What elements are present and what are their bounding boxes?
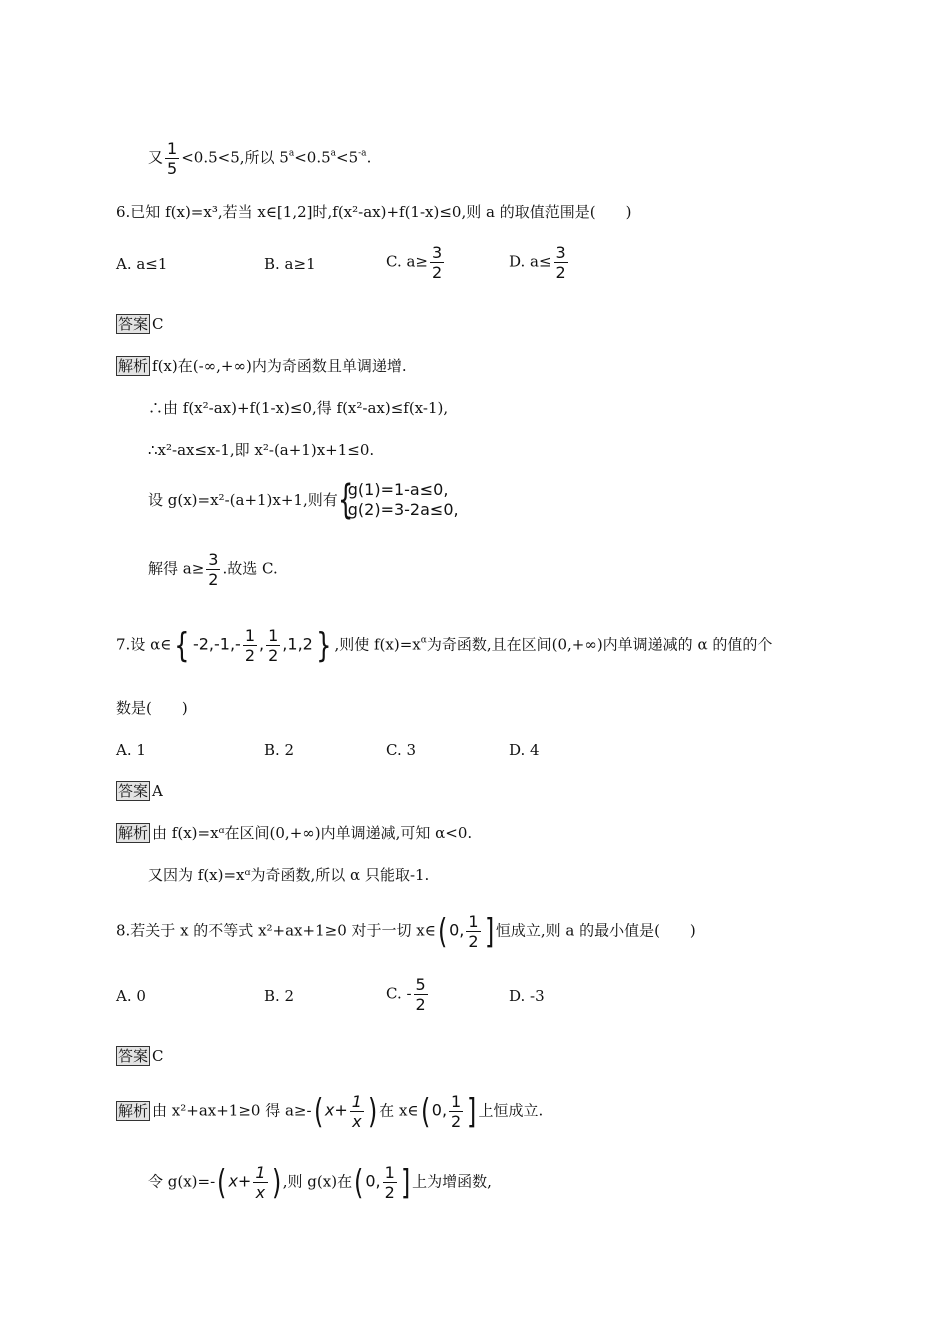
intro-text: <0.5<5,所以 5 (181, 148, 289, 167)
fraction-denominator: 5 (167, 159, 178, 178)
superscript: a (288, 148, 295, 159)
superscript: α (420, 635, 427, 646)
analysis-text: 设 g(x)=x²-(a+1)x+1,则有 (148, 491, 338, 509)
q8-option-c (386, 975, 430, 1014)
analysis-text: 上恒成立. (478, 1101, 544, 1120)
q8-analysis-2 (148, 1163, 492, 1202)
stem-text: 7.设 α∈ (116, 635, 172, 654)
q6-option-c (386, 243, 446, 282)
intro-prefix: 又 (148, 148, 164, 167)
right-brace-icon: } (316, 625, 332, 666)
analysis-text: 由 x²+ax+1≥0 得 a≥- (152, 1101, 312, 1120)
q7-option-a: A. 1 (116, 741, 146, 759)
fraction-numerator: 3 (555, 243, 566, 262)
q7-option-b: B. 2 (264, 741, 295, 759)
fraction-numerator: 1 (244, 626, 256, 645)
fraction (266, 626, 280, 665)
fraction-denominator: 2 (415, 995, 426, 1014)
fraction (449, 1092, 463, 1131)
expression-text: x+ (324, 1100, 348, 1120)
q8-option-b: B. 2 (264, 987, 295, 1005)
fraction (243, 626, 257, 665)
left-paren-icon: ( (354, 1162, 364, 1203)
fraction-numerator: 1 (351, 1092, 362, 1111)
q6-option-b: B. a≥1 (264, 255, 316, 273)
q6-analysis-1 (116, 355, 407, 377)
right-bracket-icon: ] (484, 911, 494, 952)
fraction (430, 243, 444, 282)
fraction-numerator: 5 (415, 975, 426, 994)
answer-tag: 答案 (118, 315, 149, 333)
q7-analysis-1 (116, 822, 472, 844)
q8-option-a: A. 0 (116, 987, 146, 1005)
fraction (414, 975, 428, 1014)
analysis-text: 在 x∈ (379, 1101, 419, 1120)
question-7-stem (116, 626, 772, 665)
q6-analysis-3: ∴x²-ax≤x-1,即 x²-(a+1)x+1≤0. (148, 441, 375, 459)
right-bracket-icon: ] (400, 1162, 411, 1203)
interval-start: 0, (431, 1100, 448, 1120)
fraction (554, 243, 568, 282)
fraction-denominator: 2 (432, 263, 443, 282)
q8-analysis-1 (116, 1092, 543, 1131)
intro-line (148, 139, 371, 178)
fraction (253, 1163, 267, 1202)
q7-answer (116, 780, 163, 802)
fraction-numerator: 1 (468, 912, 479, 931)
system-row: g(1)=1-a≤0, (347, 480, 449, 499)
fraction-denominator: 2 (451, 1112, 462, 1131)
analysis-text: 解得 a≥ (148, 559, 205, 578)
analysis-text: .故选 C. (222, 559, 278, 578)
right-paren-icon: ) (271, 1162, 281, 1203)
fraction (165, 139, 179, 178)
answer-value: C (152, 1047, 164, 1065)
fraction-denominator: x (255, 1183, 266, 1202)
analysis-text: ,则 g(x)在 (282, 1172, 353, 1191)
equation-system (337, 477, 459, 523)
option-text: C. - (386, 984, 412, 1003)
stem-text: 恒成立,则 a 的最小值是( ) (495, 921, 696, 940)
q6-analysis-4 (148, 477, 459, 523)
analysis-text: f(x)在(-∞,+∞)内为奇函数且单调递增. (152, 357, 407, 375)
right-paren-icon: ) (367, 1091, 378, 1132)
fraction-numerator: 1 (167, 139, 178, 158)
intro-text: <5 (336, 148, 359, 167)
interval-start: 0, (365, 1171, 381, 1191)
q6-option-d (509, 243, 570, 282)
q8-option-d: D. -3 (509, 987, 545, 1005)
intro-text: <0.5 (294, 148, 331, 167)
fraction-numerator: 1 (384, 1163, 395, 1182)
set-elements: -2,-1,- (192, 634, 241, 654)
fraction-numerator: 1 (255, 1163, 266, 1182)
analysis-text: 由 f(x)=xᵅ在区间(0,+∞)内单调递减,可知 α<0. (152, 824, 473, 842)
left-paren-icon: ( (437, 911, 448, 952)
fraction-numerator: 1 (451, 1092, 462, 1111)
fraction-denominator: x (352, 1112, 362, 1131)
left-brace-icon: { (337, 477, 354, 523)
question-7-stem-line2: 数是( ) (116, 699, 188, 717)
superscript: -a (358, 148, 367, 159)
q6-option-a: A. a≤1 (116, 255, 168, 273)
intro-text: . (366, 148, 372, 167)
left-paren-icon: ( (313, 1091, 323, 1132)
analysis-tag: 解析 (118, 1101, 149, 1120)
set-elements: ,1,2 (282, 634, 313, 654)
q6-answer (116, 313, 164, 335)
option-text: D. a≤ (509, 252, 552, 271)
fraction (350, 1092, 364, 1131)
q7-option-c: C. 3 (386, 741, 417, 759)
fraction (206, 550, 220, 589)
fraction (383, 1163, 397, 1202)
superscript: a (330, 148, 337, 159)
fraction-numerator: 1 (268, 626, 279, 645)
analysis-text: 上为增函数, (412, 1172, 492, 1191)
analysis-text: 令 g(x)=- (148, 1172, 216, 1191)
answer-value: C (152, 315, 164, 333)
fraction-denominator: 2 (555, 263, 566, 282)
question-8-stem (116, 912, 696, 951)
answer-value: A (152, 782, 163, 800)
q7-analysis-2: 又因为 f(x)=xᵅ为奇函数,所以 α 只能取-1. (148, 866, 430, 884)
fraction-denominator: 2 (268, 646, 279, 665)
left-paren-icon: ( (420, 1091, 430, 1132)
expression-text: x+ (228, 1171, 252, 1191)
interval-start: 0, (449, 920, 465, 940)
analysis-tag: 解析 (118, 824, 149, 842)
stem-text: 8.若关于 x 的不等式 x²+ax+1≥0 对于一切 x∈ (116, 921, 436, 940)
q6-analysis-2: ∴由 f(x²-ax)+f(1-x)≤0,得 f(x²-ax)≤f(x-1), (148, 399, 449, 417)
stem-text: ,则使 f(x)=x (334, 635, 421, 654)
left-brace-icon: { (174, 625, 190, 666)
fraction-denominator: 2 (208, 570, 219, 589)
fraction-denominator: 2 (244, 646, 256, 665)
fraction-numerator: 3 (208, 550, 219, 569)
comma: , (259, 634, 265, 654)
system-row: g(2)=3-2a≤0, (347, 500, 459, 519)
left-paren-icon: ( (217, 1162, 227, 1203)
stem-text: 为奇函数,且在区间(0,+∞)内单调递减的 α 的值的个 (426, 635, 773, 654)
q6-analysis-5 (148, 550, 278, 589)
fraction-numerator: 3 (432, 243, 443, 262)
answer-tag: 答案 (118, 1047, 149, 1065)
option-text: C. a≥ (386, 252, 428, 271)
question-6-stem: 6.已知 f(x)=x³,若当 x∈[1,2]时,f(x²-ax)+f(1-x)≤0,则 a 的取值范围是( ) (116, 203, 632, 221)
analysis-tag: 解析 (118, 357, 149, 375)
q7-option-d: D. 4 (509, 741, 540, 759)
answer-tag: 答案 (118, 782, 149, 800)
q8-answer (116, 1045, 164, 1067)
fraction-denominator: 2 (384, 1183, 395, 1202)
fraction-denominator: 2 (468, 932, 479, 951)
fraction (466, 912, 480, 951)
right-bracket-icon: ] (467, 1091, 477, 1132)
